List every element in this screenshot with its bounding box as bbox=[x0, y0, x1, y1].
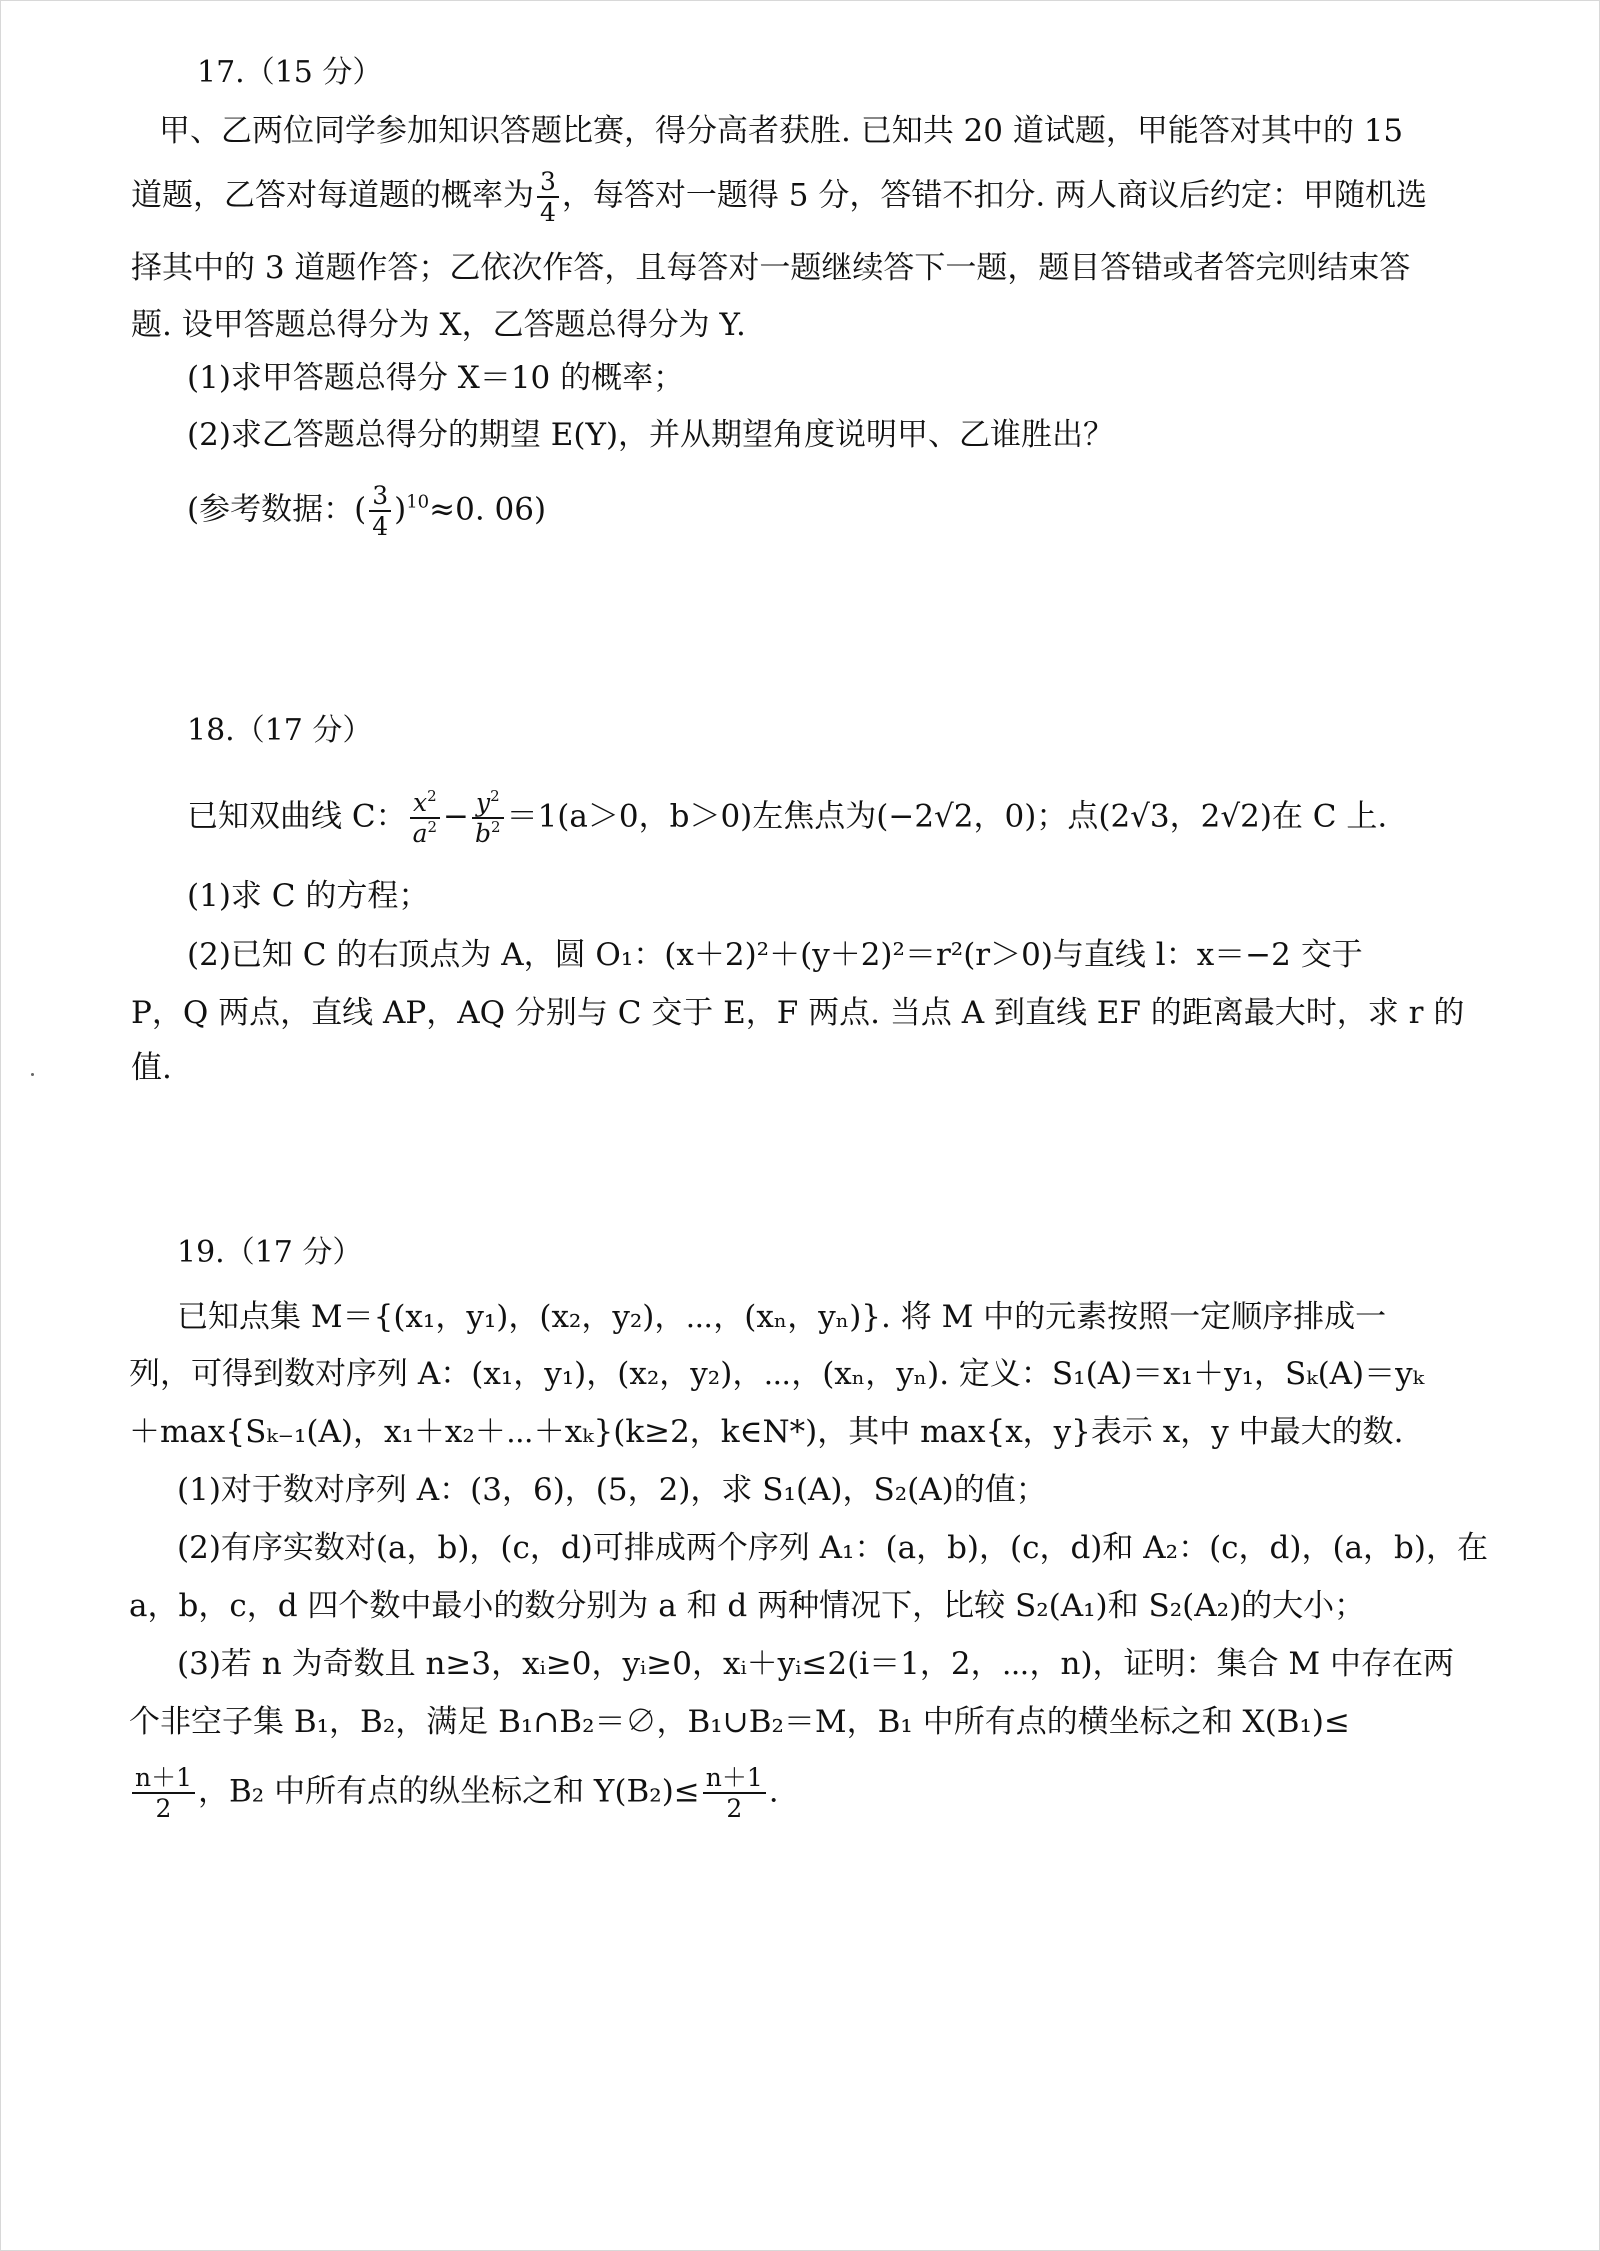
fraction-denominator: 4 bbox=[540, 198, 556, 227]
problem-17-line-3: 择其中的 3 道题作答；乙依次作答，且每答对一题继续答下一题，题目答错或者答完则结束答 bbox=[131, 250, 1411, 286]
problem-17-line-2-text-a: 道题，乙答对每道题的概率为 bbox=[131, 177, 534, 214]
scan-speck bbox=[31, 1073, 34, 1076]
fraction-denominator: 2 bbox=[726, 1794, 743, 1823]
problem-19-line-1: 已知点集 M＝{(x₁，y₁)，(x₂，y₂)，⋯，(xₙ，yₙ)}. 将 M 中的元素按照一定顺序排成一 bbox=[177, 1299, 1387, 1335]
problem-19-question-3-line-3 bbox=[129, 1763, 779, 1823]
fraction-y2-over-b2 bbox=[472, 788, 504, 848]
fraction-n-plus-1-over-2 bbox=[132, 1763, 195, 1823]
fraction-numerator: n＋1 bbox=[703, 1763, 766, 1794]
problem-17-line-2-text-b: ，每答对一题得 5 分，答错不扣分. 两人商议后约定：甲随机选 bbox=[561, 177, 1428, 214]
problem-17-line-4: 题. 设甲答题总得分为 X，乙答题总得分为 Y. bbox=[131, 307, 746, 343]
problem-19-question-3-text-a: ，B₂ 中所有点的纵坐标之和 Y(B₂)≤ bbox=[198, 1773, 700, 1810]
fraction-numerator: n＋1 bbox=[132, 1763, 195, 1794]
reference-fraction bbox=[369, 481, 391, 541]
problem-18-line-1-text-a: 已知双曲线 C： bbox=[187, 798, 407, 835]
reference-text-a: (参考数据：( bbox=[187, 491, 367, 528]
problem-18-question-1: (1)求 C 的方程； bbox=[187, 878, 430, 914]
fraction-numerator: $y^2$ bbox=[472, 788, 504, 819]
problem-18-line-1: 已知双曲线 C： $\frac{x^2}{a^2}$ − $\frac{y^2}{b^2}$ ＝1(a＞0，b＞0)左焦点为(−2√2，0)；点(2√3，2√2)在 C 上. bbox=[187, 787, 1388, 848]
fraction-x2-over-a2 bbox=[410, 788, 440, 848]
fraction-denominator: 2 bbox=[155, 1794, 172, 1823]
problem-19-question-3-line-2: 个非空子集 B₁，B₂，满足 B₁∩B₂＝∅，B₁∪B₂＝M，B₁ 中所有点的横坐标之和 X(B₁)≤ bbox=[129, 1704, 1351, 1740]
problem-18-line-1-text-b: ＝1(a＞0，b＞0)左焦点为(−2√2，0)；点(2√3，2√2)在 C 上. bbox=[506, 798, 1388, 835]
fraction-denominator: 4 bbox=[372, 512, 389, 541]
problem-17-question-1: (1)求甲答题总得分 X＝10 的概率； bbox=[187, 360, 685, 396]
fraction-three-quarters bbox=[537, 167, 559, 227]
problem-19-question-2: (2)有序实数对(a，b)，(c，d)可排成两个序列 A₁：(a，b)，(c，d)和 A₂：(c，d)，(a，b)，在 bbox=[177, 1530, 1488, 1566]
problem-17-question-2: (2)求乙答题总得分的期望 E(Y)，并从期望角度说明甲、乙谁胜出？ bbox=[187, 417, 1115, 453]
reference-exponent: 10 bbox=[406, 491, 430, 513]
problem-19-line-3: ＋max{Sₖ₋₁(A)，x₁＋x₂＋⋯＋xₖ}(k≥2，k∈N*)，其中 max{x，y}表示 x，y 中最大的数. bbox=[129, 1414, 1404, 1450]
fraction-numerator: $x^2$ bbox=[410, 788, 440, 819]
fraction-numerator: 3 bbox=[537, 167, 559, 198]
fraction-numerator: 3 bbox=[369, 481, 391, 512]
fraction-denominator: $b^2$ bbox=[475, 818, 501, 848]
problem-18-question-2-line-3: 值. bbox=[131, 1050, 172, 1086]
problem-17-header: 17.（15 分） bbox=[197, 55, 383, 90]
problem-19-line-2: 列，可得到数对序列 A：(x₁，y₁)，(x₂，y₂)，⋯，(xₙ，yₙ). 定义：S₁(A)＝x₁＋y₁，Sₖ(A)＝yₖ bbox=[129, 1356, 1424, 1392]
problem-18-question-2: (2)已知 C 的右顶点为 A，圆 O₁：(x＋2)²＋(y＋2)²＝r²(r＞0)与直线 l：x＝−2 交于 bbox=[187, 937, 1363, 973]
problem-17-line-1: 甲、乙两位同学参加知识答题比赛，得分高者获胜. 已知共 20 道试题，甲能答对其中的 15 bbox=[159, 113, 1404, 149]
problem-17-reference-data: (参考数据：( $\frac{3}{4}$ )$^{10}$≈0. 06) bbox=[187, 481, 547, 541]
problem-19-header: 19.（17 分） bbox=[177, 1235, 363, 1270]
problem-19-question-3-text-b: . bbox=[768, 1773, 779, 1810]
problem-18-header: 18.（17 分） bbox=[187, 713, 373, 748]
reference-text-b: ≈0. 06) bbox=[429, 491, 547, 528]
fraction-denominator: $a^2$ bbox=[412, 818, 438, 848]
problem-19-question-3: (3)若 n 为奇数且 n≥3，xᵢ≥0，yᵢ≥0，xᵢ＋yᵢ≤2(i＝1，2，⋯，n)，证明：集合 M 中存在两 bbox=[177, 1646, 1454, 1682]
fraction-n-plus-1-over-2-second bbox=[703, 1763, 766, 1823]
problem-19-question-2-line-2: a，b，c，d 四个数中最小的数分别为 a 和 d 两种情况下，比较 S₂(A₁)和 S₂(A₂)的大小； bbox=[129, 1588, 1366, 1624]
problem-17-line-2 bbox=[131, 167, 1427, 227]
problem-18-question-2-line-2: P，Q 两点，直线 AP，AQ 分别与 C 交于 E，F 两点. 当点 A 到直线 EF 的距离最大时，求 r 的 bbox=[131, 995, 1465, 1031]
problem-19-question-1: (1)对于数对序列 A：(3，6)，(5，2)，求 S₁(A)，S₂(A)的值； bbox=[177, 1472, 1047, 1508]
